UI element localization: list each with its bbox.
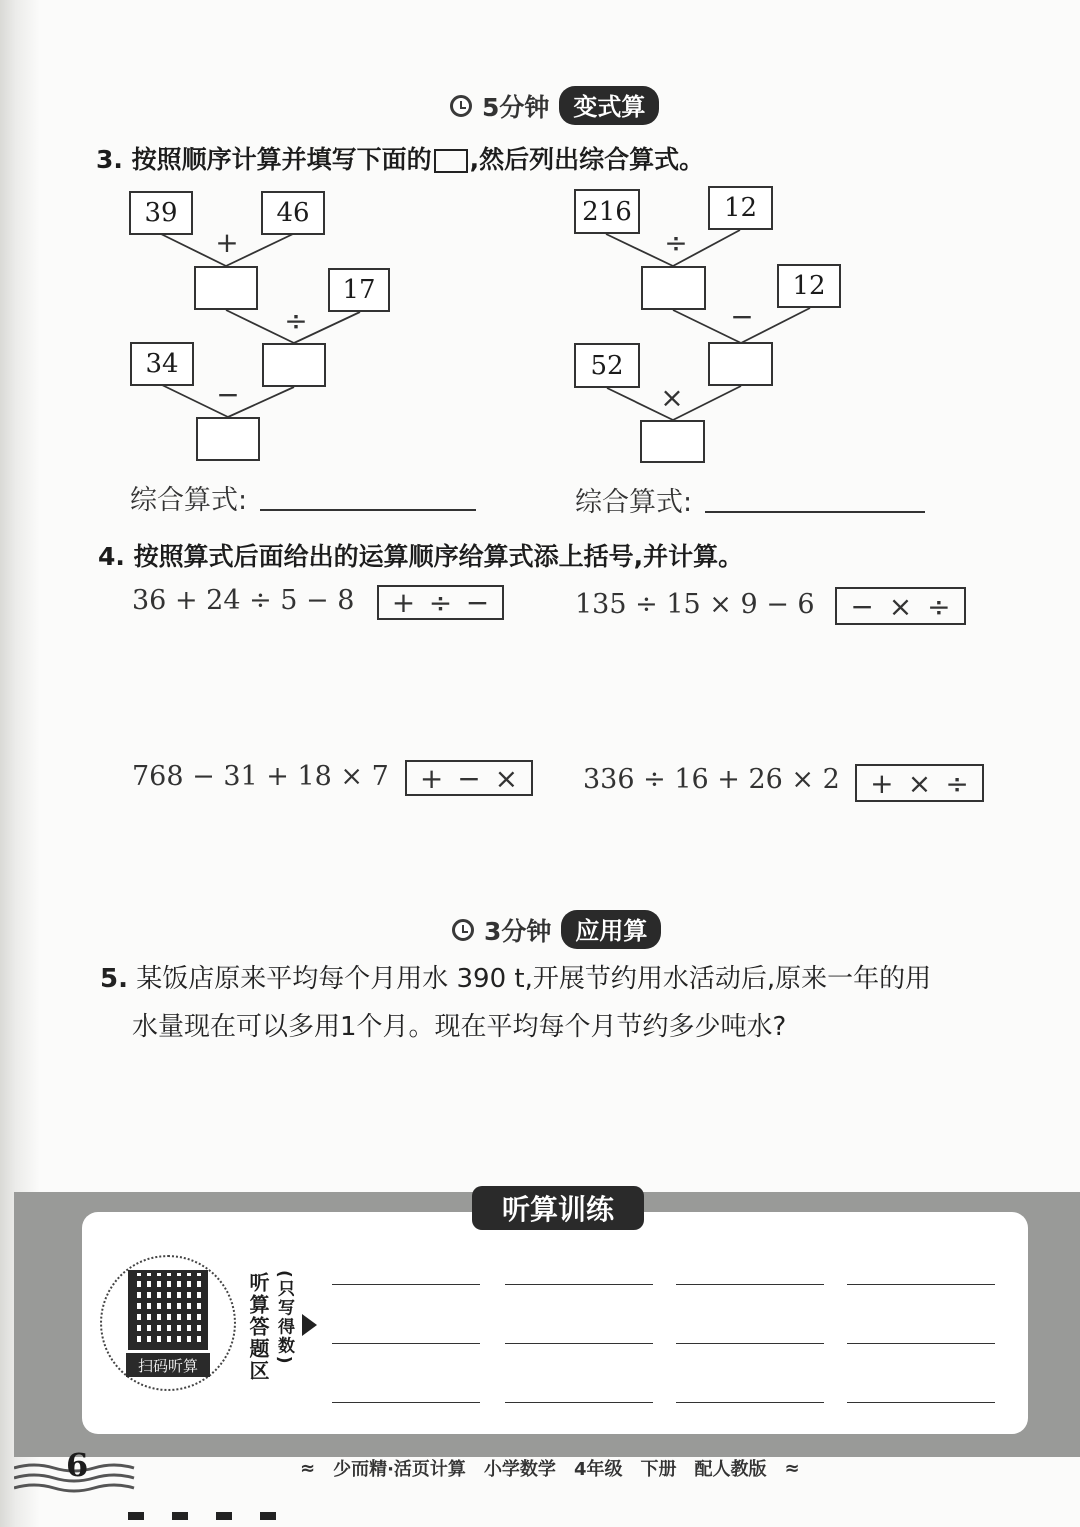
question-5: [100, 955, 931, 1051]
question-number: 4.: [98, 542, 125, 571]
question-text: 按照顺序计算并填写下面的: [131, 145, 432, 174]
answer-area-note: (只写得数): [274, 1270, 294, 1366]
answer-line[interactable]: [847, 1284, 995, 1285]
operator-sign: −: [730, 300, 754, 333]
expression: 768 − 31 + 18 × 7: [132, 761, 389, 792]
operation-order-box: [405, 760, 533, 796]
qr-code-icon[interactable]: [128, 1270, 208, 1350]
triangle-pointer-icon: [302, 1314, 317, 1336]
order-step: +: [419, 761, 444, 795]
wave-icon: ≈: [784, 1457, 800, 1479]
question-4-title: [98, 537, 743, 573]
order-step: ×: [888, 589, 913, 623]
order-step: +: [391, 586, 416, 619]
question-line: 水量现在可以多用1个月。现在平均每个月节约多少吨水?: [132, 1012, 787, 1042]
answer-line[interactable]: [676, 1284, 824, 1285]
answer-line[interactable]: [847, 1402, 995, 1403]
answer-box[interactable]: [196, 417, 260, 461]
question-text: 按照算式后面给出的运算顺序给算式添上括号,并计算。: [133, 542, 744, 571]
section-tag: 变式算: [559, 86, 659, 125]
formula-label: 综合算式:: [575, 487, 693, 518]
book-title: 少而精·活页计算: [333, 1459, 466, 1480]
grade: 4年级: [573, 1459, 623, 1480]
answer-line[interactable]: [505, 1284, 653, 1285]
answer-box[interactable]: [262, 343, 326, 387]
answer-box[interactable]: [194, 266, 258, 310]
number-box: 34: [130, 342, 194, 386]
answer-line[interactable]: [676, 1343, 824, 1344]
answer-box[interactable]: [640, 420, 705, 463]
number-box: 216: [574, 189, 640, 234]
order-step: +: [870, 766, 894, 800]
question-text-end: ,然后列出综合算式。: [469, 145, 705, 174]
order-step: −: [465, 586, 490, 619]
formula-answer-line[interactable]: [705, 511, 925, 513]
formula-label: 综合算式:: [130, 485, 248, 516]
question-number: 5.: [100, 964, 128, 994]
number-box: 46: [261, 191, 325, 235]
edge-mark: [128, 1512, 144, 1520]
operation-order-box: [835, 587, 966, 625]
expression: 36 + 24 ÷ 5 − 8: [132, 585, 355, 616]
order-step: ÷: [428, 586, 453, 619]
answer-line[interactable]: [332, 1343, 480, 1344]
operator-sign: ×: [660, 381, 684, 414]
expression: 336 ÷ 16 + 26 × 2: [583, 764, 840, 795]
question-number: 3.: [96, 145, 123, 174]
answer-line[interactable]: [676, 1402, 824, 1403]
edge-mark: [172, 1512, 188, 1520]
number-box: 12: [777, 264, 841, 308]
page-number: 6: [66, 1446, 89, 1484]
section-minutes: 3分钟: [484, 916, 552, 946]
qr-label: 扫码听算: [126, 1353, 210, 1377]
expression: 135 ÷ 15 × 9 − 6: [575, 589, 815, 620]
number-box: 39: [129, 191, 193, 235]
section-header-2: [452, 910, 661, 949]
answer-box[interactable]: [708, 342, 773, 386]
answer-line[interactable]: [505, 1402, 653, 1403]
order-step: ×: [494, 761, 519, 795]
edition: 配人教版: [694, 1459, 767, 1480]
operator-sign: ÷: [284, 304, 308, 337]
edge-mark: [260, 1512, 276, 1520]
number-box: 12: [708, 186, 773, 230]
operator-sign: +: [215, 226, 239, 259]
formula-answer-line[interactable]: [260, 509, 476, 511]
listening-title: 听算训练: [472, 1186, 644, 1230]
answer-line[interactable]: [332, 1284, 480, 1285]
order-step: ×: [907, 766, 932, 800]
edge-mark: [216, 1512, 232, 1520]
order-step: −: [850, 589, 874, 623]
order-step: −: [457, 761, 481, 795]
section-minutes: 5分钟: [482, 92, 550, 122]
question-line: 某饭店原来平均每个月用水 390 t,开展节约用水活动后,原来一年的用: [136, 964, 932, 994]
number-box: 52: [574, 343, 640, 388]
answer-area-label: 听算答题区: [246, 1272, 270, 1382]
order-step: ÷: [945, 766, 969, 800]
wave-icon: ≈: [300, 1457, 316, 1479]
operator-sign: ÷: [664, 226, 688, 259]
tree-connectors: [0, 0, 1080, 520]
operation-order-box: [855, 764, 984, 802]
answer-line[interactable]: [505, 1343, 653, 1344]
footer-info: [300, 1455, 800, 1481]
number-box: 17: [328, 268, 390, 312]
stopwatch-icon: [452, 919, 474, 941]
operation-order-box: [377, 585, 504, 620]
order-step: ÷: [927, 589, 951, 623]
answer-line[interactable]: [847, 1343, 995, 1344]
section-tag: 应用算: [561, 910, 661, 949]
subject: 小学数学: [483, 1459, 556, 1480]
answer-box[interactable]: [641, 266, 706, 310]
answer-line[interactable]: [332, 1402, 480, 1403]
volume: 下册: [640, 1459, 677, 1480]
operator-sign: −: [216, 378, 240, 411]
